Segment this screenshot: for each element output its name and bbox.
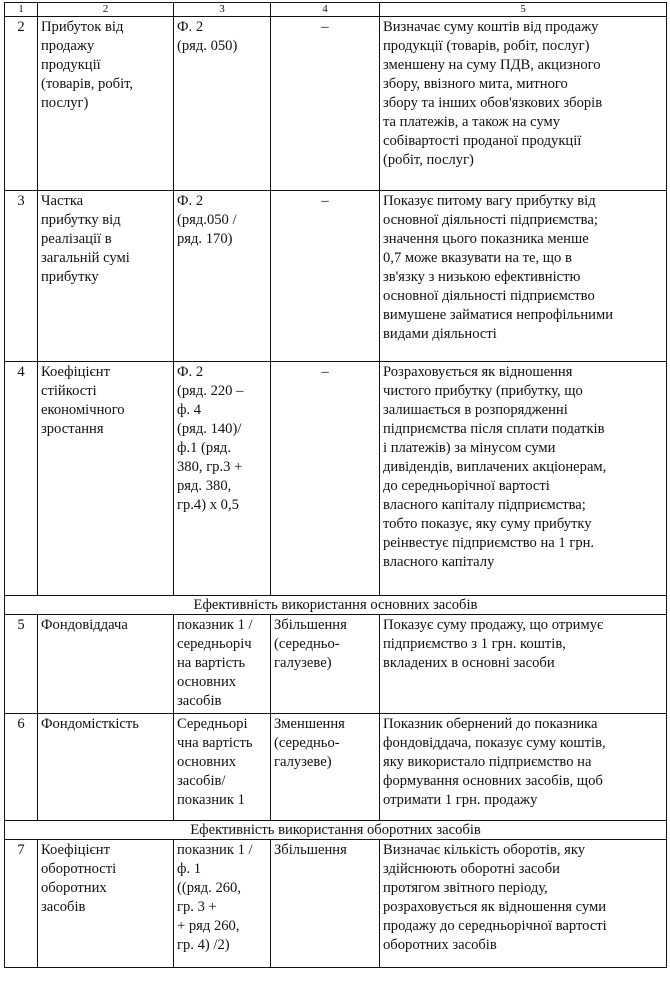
column-number: 2 [38,3,174,17]
section-row [5,596,667,615]
table-row [5,362,667,596]
indicator-description: Визначає суму коштів від продажу продукції (товарів, робіт, послуг) зменшену на суму ПДВ, акцизного збору, ввізного мита, митного збору та інших обов'язкових зборів та платежів, а також на суму собівартості проданої продукції (робіт, послуг) [380,17,667,191]
indicator-formula: Ф. 2 (ряд.050 / ряд. 170) [174,191,271,362]
indicator-trend: Збільшення (середньо- галузеве) [271,615,380,714]
table-row [5,840,667,968]
indicators-table [4,2,667,968]
table-row [5,714,667,821]
section-row [5,821,667,840]
row-number: 6 [5,714,38,821]
table-row [5,191,667,362]
indicator-description: Показник обернений до показника фондовіддача, показує суму коштів, яку використало підприємство на формування основних засобів, щоб отримати 1 грн. продажу [380,714,667,821]
indicator-formula: Середньорі чна вартість основних засобів/ показник 1 [174,714,271,821]
section-heading: Ефективність використання оборотних засобів [5,821,667,840]
column-numbers-row [5,3,667,17]
indicator-trend: – [271,362,380,596]
indicator-description: Визначає кількість оборотів, яку здійснюють оборотні засоби протягом звітного періоду, розраховується як відношення суми продажу до середньорічної вартості оборотних засобів [380,840,667,968]
column-number: 4 [271,3,380,17]
indicator-trend: Збільшення [271,840,380,968]
indicator-trend: – [271,17,380,191]
column-number: 5 [380,3,667,17]
indicator-name: Прибуток від продажу продукції (товарів, робіт, послуг) [38,17,174,191]
column-number: 3 [174,3,271,17]
indicator-description: Розраховується як відношення чистого прибутку (прибутку, що залишається в розпорядженні підприємства після сплати податків і платежів) за мінусом суми дивідендів, виплачених акціонерам, до середньорічної вартості власного капіталу підприємства; тобто показує, яку суму прибутку реінвестує підприємство на 1 грн. власного капіталу [380,362,667,596]
indicator-description: Показує суму продажу, що отримує підприємство з 1 грн. коштів, вкладених в основні засоби [380,615,667,714]
indicator-name: Фондомісткість [38,714,174,821]
row-number: 2 [5,17,38,191]
indicator-formula: Ф. 2 (ряд. 050) [174,17,271,191]
section-heading: Ефективність використання основних засобів [5,596,667,615]
indicator-name: Коефіцієнт стійкості економічного зростання [38,362,174,596]
table-row [5,615,667,714]
indicator-formula: показник 1 / середньоріч на вартість основних засобів [174,615,271,714]
indicator-name: Фондовіддача [38,615,174,714]
row-number: 3 [5,191,38,362]
indicator-formula: Ф. 2 (ряд. 220 – ф. 4 (ряд. 140)/ ф.1 (ряд. 380, гр.3 + ряд. 380, гр.4) х 0,5 [174,362,271,596]
column-number: 1 [5,3,38,17]
indicator-trend: Зменшення (середньо- галузеве) [271,714,380,821]
indicator-name: Коефіцієнт оборотності оборотних засобів [38,840,174,968]
row-number: 5 [5,615,38,714]
indicator-name: Частка прибутку від реалізації в загальній сумі прибутку [38,191,174,362]
table-row [5,17,667,191]
indicator-description: Показує питому вагу прибутку від основної діяльності підприємства; значення цього показника менше 0,7 може вказувати на те, що в зв'язку з низькою ефективністю основної діяльності підприємство вимушене займатися непрофільними видами діяльності [380,191,667,362]
indicator-formula: показник 1 / ф. 1 ((ряд. 260, гр. 3 + + ряд 260, гр. 4) /2) [174,840,271,968]
row-number: 4 [5,362,38,596]
row-number: 7 [5,840,38,968]
indicator-trend: – [271,191,380,362]
